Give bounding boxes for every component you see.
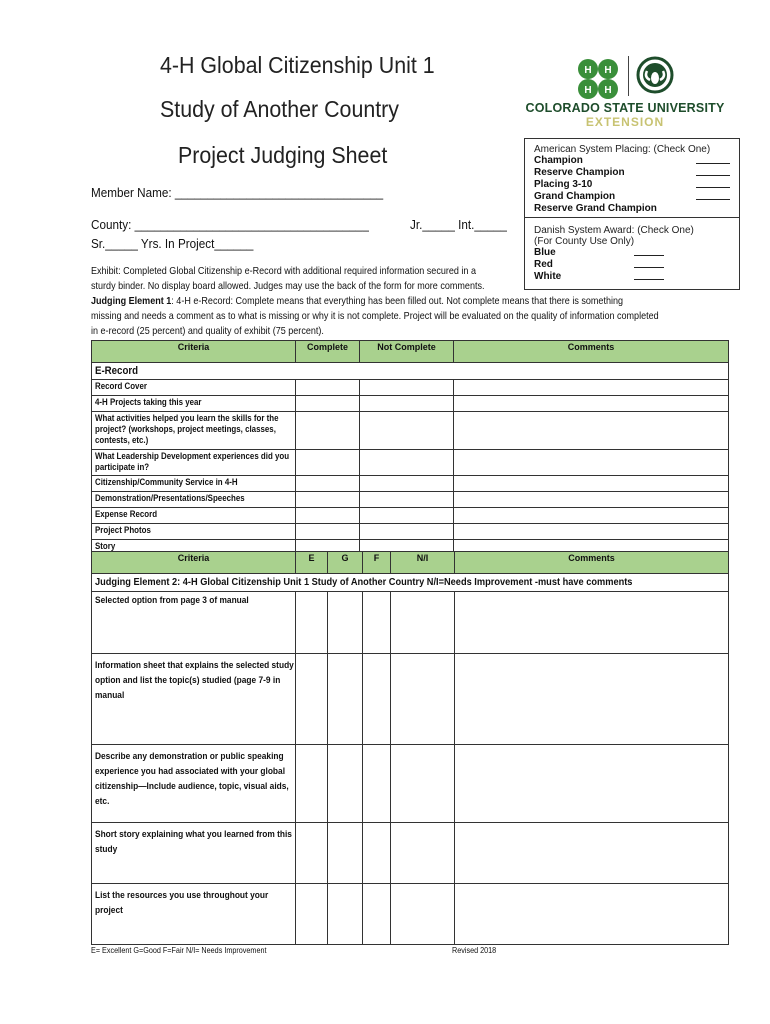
table-row: Expense Record bbox=[92, 508, 729, 524]
placing-divider bbox=[525, 217, 739, 218]
instructions-line-3: Judging Element 1: 4-H e-Record: Complete means that everything has been filled out. Not complete means that there is something bbox=[91, 295, 624, 307]
col-f: F bbox=[363, 552, 391, 574]
col-e: E bbox=[296, 552, 328, 574]
instructions-line-1: Exhibit: Completed Global Citizenship e-Record with additional required information secured in a bbox=[91, 265, 476, 277]
jr-int-field[interactable]: Jr._____ Int._____ bbox=[410, 217, 507, 232]
title-line-1: 4-H Global Citizenship Unit 1 bbox=[160, 52, 435, 78]
danish-award-subheader: (For County Use Only) bbox=[534, 236, 635, 247]
member-name-field[interactable]: Member Name: ________________________________ bbox=[91, 185, 384, 200]
col-not-complete: Not Complete bbox=[360, 341, 454, 363]
table-row: Story bbox=[92, 540, 729, 556]
danish-award-header: Danish System Award: (Check One) bbox=[534, 225, 694, 236]
col-comments-2: Comments bbox=[455, 552, 729, 574]
placing-option-3-10[interactable]: Placing 3-10 bbox=[534, 179, 730, 191]
judging-element-2: Judging Element 2: 4-H Global Citizenship Unit 1 Study of Another Country N/I=Needs Improvement -must have comments bbox=[92, 574, 729, 592]
table-row: Short story explaining what you learned from this study bbox=[92, 823, 729, 884]
sr-years-field[interactable]: Sr._____ Yrs. In Project______ bbox=[91, 236, 254, 251]
title-line-2: Study of Another Country bbox=[160, 96, 400, 122]
col-g: G bbox=[328, 552, 363, 574]
col-complete: Complete bbox=[296, 341, 360, 363]
table-row: Citizenship/Community Service in 4-H bbox=[92, 476, 729, 492]
svg-text:H: H bbox=[584, 65, 592, 76]
rating-legend: E= Excellent G=Good F=Fair N/I= Needs Improvement bbox=[91, 945, 267, 955]
placing-option-reserve-grand-champion[interactable]: Reserve Grand Champion bbox=[534, 203, 657, 214]
csu-extension: EXTENSION bbox=[585, 115, 665, 129]
placing-option-grand-champion[interactable]: Grand Champion bbox=[534, 191, 730, 203]
american-placing-header: American System Placing: (Check One) bbox=[534, 144, 711, 155]
section-erecord: E-Record bbox=[92, 363, 729, 380]
table-row: What activities helped you learn the skills for the project? (workshops, project meetings, classes, contests, etc.) bbox=[92, 412, 729, 450]
table-row: Demonstration/Presentations/Speeches bbox=[92, 492, 729, 508]
col-ni: N/I bbox=[391, 552, 455, 574]
instructions-line-5: in e-record (25 percent) and quality of exhibit (75 percent). bbox=[91, 325, 324, 337]
table-row: Record Cover bbox=[92, 380, 729, 396]
danish-option-white[interactable]: White bbox=[534, 271, 664, 283]
svg-text:H: H bbox=[604, 85, 612, 96]
placing-box bbox=[524, 138, 740, 290]
instructions-line-2: sturdy binder. No display board allowed. Judges may use the back of the form for more comments. bbox=[91, 280, 485, 292]
revised-date: Revised 2018 bbox=[452, 945, 497, 955]
instructions-line-4: missing and needs a comment as to what is missing or why it is not complete. Project will be evaluated on the quality of information completed bbox=[91, 310, 659, 322]
svg-text:H: H bbox=[604, 65, 612, 76]
table-row: Describe any demonstration or public speaking experience you had associated with your global citizenship—Include audience, topic, visual aids, etc. bbox=[92, 745, 729, 823]
logo-divider bbox=[628, 56, 629, 96]
county-field[interactable]: County: ____________________________________ bbox=[91, 217, 369, 232]
table-row: Selected option from page 3 of manual bbox=[92, 592, 729, 654]
table-row: List the resources you use throughout your project bbox=[92, 884, 729, 945]
erecord-table bbox=[91, 340, 729, 556]
table-row: What Leadership Development experiences did you participate in? bbox=[92, 450, 729, 476]
element2-table bbox=[91, 551, 729, 945]
col-comments: Comments bbox=[454, 341, 729, 363]
csu-name: COLORADO STATE UNIVERSITY bbox=[525, 101, 725, 115]
table-row: Project Photos bbox=[92, 524, 729, 540]
col-criteria-2: Criteria bbox=[92, 552, 296, 574]
4h-clover-icon bbox=[573, 54, 623, 104]
table-row: 4-H Projects taking this year bbox=[92, 396, 729, 412]
svg-text:H: H bbox=[584, 85, 592, 96]
danish-option-blue[interactable]: Blue bbox=[534, 247, 664, 259]
csu-ram-icon bbox=[636, 56, 674, 94]
table-row: Information sheet that explains the selected study option and list the topic(s) studied (page 7-9 in manual bbox=[92, 654, 729, 745]
col-criteria: Criteria bbox=[92, 341, 296, 363]
placing-option-champion[interactable]: Champion bbox=[534, 155, 730, 167]
placing-option-reserve-champion[interactable]: Reserve Champion bbox=[534, 167, 730, 179]
danish-option-red[interactable]: Red bbox=[534, 259, 664, 271]
title-line-3: Project Judging Sheet bbox=[178, 142, 388, 168]
